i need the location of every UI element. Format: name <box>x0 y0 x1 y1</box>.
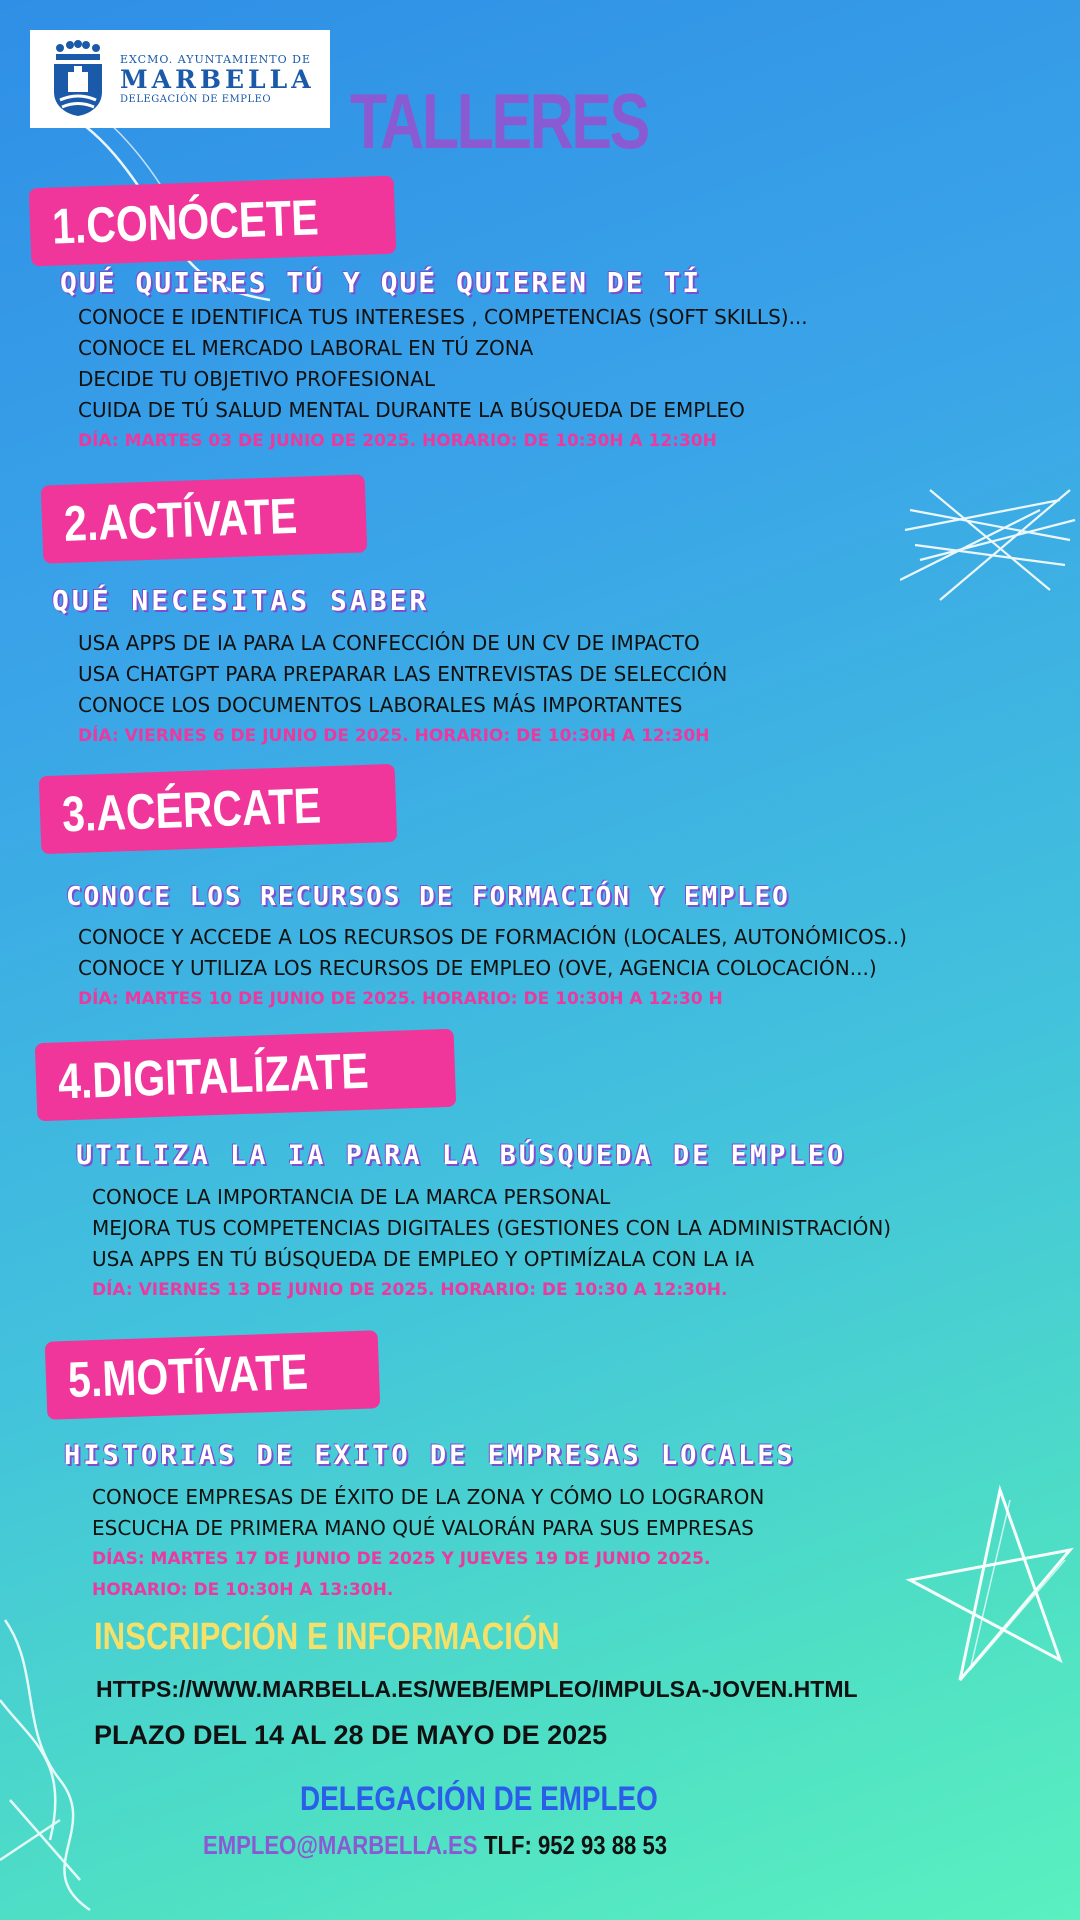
section-3-date: DÍA: MARTES 10 DE JUNIO DE 2025. HORARIO: DE 10:30H A 12:30 H <box>78 989 723 1009</box>
list-item: CUIDA DE TÚ SALUD MENTAL DURANTE LA BÚSQUEDA DE EMPLEO <box>78 398 745 422</box>
list-item: DECIDE TU OBJETIVO PROFESIONAL <box>78 367 436 391</box>
section-5-subtitle: HISTORIAS DE EXITO DE EMPRESAS LOCALES <box>64 1440 796 1471</box>
section-3-badge: 3.ACÉRCATE <box>39 764 397 854</box>
section-4-badge: 4.DIGITALÍZATE <box>35 1029 456 1122</box>
delegacion-heading: DELEGACIÓN DE EMPLEO <box>300 1780 658 1818</box>
list-item: MEJORA TUS COMPETENCIAS DIGITALES (GESTIONES CON LA ADMINISTRACIÓN) <box>92 1216 892 1240</box>
list-item: USA APPS EN TÚ BÚSQUEDA DE EMPLEO Y OPTIMÍZALA CON LA IA <box>92 1247 755 1271</box>
list-item: CONOCE Y ACCEDE A LOS RECURSOS DE FORMACIÓN (LOCALES, AUTONÓMICOS..) <box>78 925 907 949</box>
marbella-logo <box>30 30 330 128</box>
logo-city-text: MARBELLA <box>120 65 315 94</box>
list-item: ESCUCHA DE PRIMERA MANO QUÉ VALORÁN PARA SUS EMPRESAS <box>92 1516 754 1540</box>
section-3-subtitle: CONOCE LOS RECURSOS DE FORMACIÓN Y EMPLEO <box>66 882 790 912</box>
contact-email[interactable]: EMPLEO@MARBELLA.ES <box>203 1830 478 1860</box>
deadline-text: PLAZO DEL 14 AL 28 DE MAYO DE 2025 <box>94 1720 608 1750</box>
section-1-list <box>78 302 808 457</box>
inscripcion-heading: INSCRIPCIÓN E INFORMACIÓN <box>94 1616 560 1658</box>
section-3-list <box>78 922 907 1015</box>
list-item: USA APPS DE IA PARA LA CONFECCIÓN DE UN CV DE IMPACTO <box>78 631 700 655</box>
page-title: TALLERES <box>350 77 648 165</box>
list-item: CONOCE LA IMPORTANCIA DE LA MARCA PERSONAL <box>92 1185 611 1209</box>
section-2-date: DÍA: VIERNES 6 DE JUNIO DE 2025. HORARIO: DE 10:30H A 12:30H <box>78 726 710 746</box>
section-1-subtitle: QUÉ QUIERES TÚ Y QUÉ QUIEREN DE TÍ <box>60 266 702 299</box>
list-item: CONOCE Y UTILIZA LOS RECURSOS DE EMPLEO (OVE, AGENCIA COLOCACIÓN...) <box>78 956 877 980</box>
scribble-star-right-bottom <box>900 1480 1080 1700</box>
section-5-date: DÍAS: MARTES 17 DE JUNIO DE 2025 Y JUEVES 19 DE JUNIO 2025. <box>92 1549 711 1569</box>
registration-url[interactable]: HTTPS://WWW.MARBELLA.ES/WEB/EMPLEO/IMPULSA-JOVEN.HTML <box>96 1676 858 1702</box>
list-item: CONOCE EL MERCADO LABORAL EN TÚ ZONA <box>78 336 534 360</box>
section-5-badge: 5.MOTÍVATE <box>45 1330 380 1420</box>
list-item: USA CHATGPT PARA PREPARAR LAS ENTREVISTAS DE SELECCIÓN <box>78 662 728 686</box>
list-item: CONOCE LOS DOCUMENTOS LABORALES MÁS IMPORTANTES <box>78 693 683 717</box>
list-item: CONOCE EMPRESAS DE ÉXITO DE LA ZONA Y CÓMO LO LOGRARON <box>92 1485 765 1509</box>
list-item: CONOCE E IDENTIFICA TUS INTERESES , COMPETENCIAS (SOFT SKILLS)... <box>78 305 808 329</box>
section-5-hours: HORARIO: DE 10:30H A 13:30H. <box>92 1580 394 1600</box>
section-1-date: DÍA: MARTES 03 DE JUNIO DE 2025. HORARIO: DE 10:30H A 12:30H <box>78 431 717 451</box>
section-2-list <box>78 628 727 752</box>
scribble-right-middle <box>900 470 1080 620</box>
marbella-crest-icon <box>50 40 106 118</box>
section-2-subtitle: QUÉ NECESITAS SABER <box>52 584 430 617</box>
logo-excmo-text: EXCMO. AYUNTAMIENTO DE <box>120 53 312 66</box>
logo-delegacion-text: DELEGACIÓN DE EMPLEO <box>120 94 272 105</box>
section-1-badge: 1.CONÓCETE <box>29 176 397 267</box>
section-4-list <box>92 1182 891 1306</box>
section-2-badge: 2.ACTÍVATE <box>41 474 368 563</box>
section-4-subtitle: UTILIZA LA IA PARA LA BÚSQUEDA DE EMPLEO <box>76 1140 847 1171</box>
section-4-date: DÍA: VIERNES 13 DE JUNIO DE 2025. HORARIO: DE 10:30 A 12:30H. <box>92 1280 728 1300</box>
contact-phone: TLF: 952 93 88 53 <box>484 1830 668 1860</box>
section-5-list <box>92 1482 764 1606</box>
